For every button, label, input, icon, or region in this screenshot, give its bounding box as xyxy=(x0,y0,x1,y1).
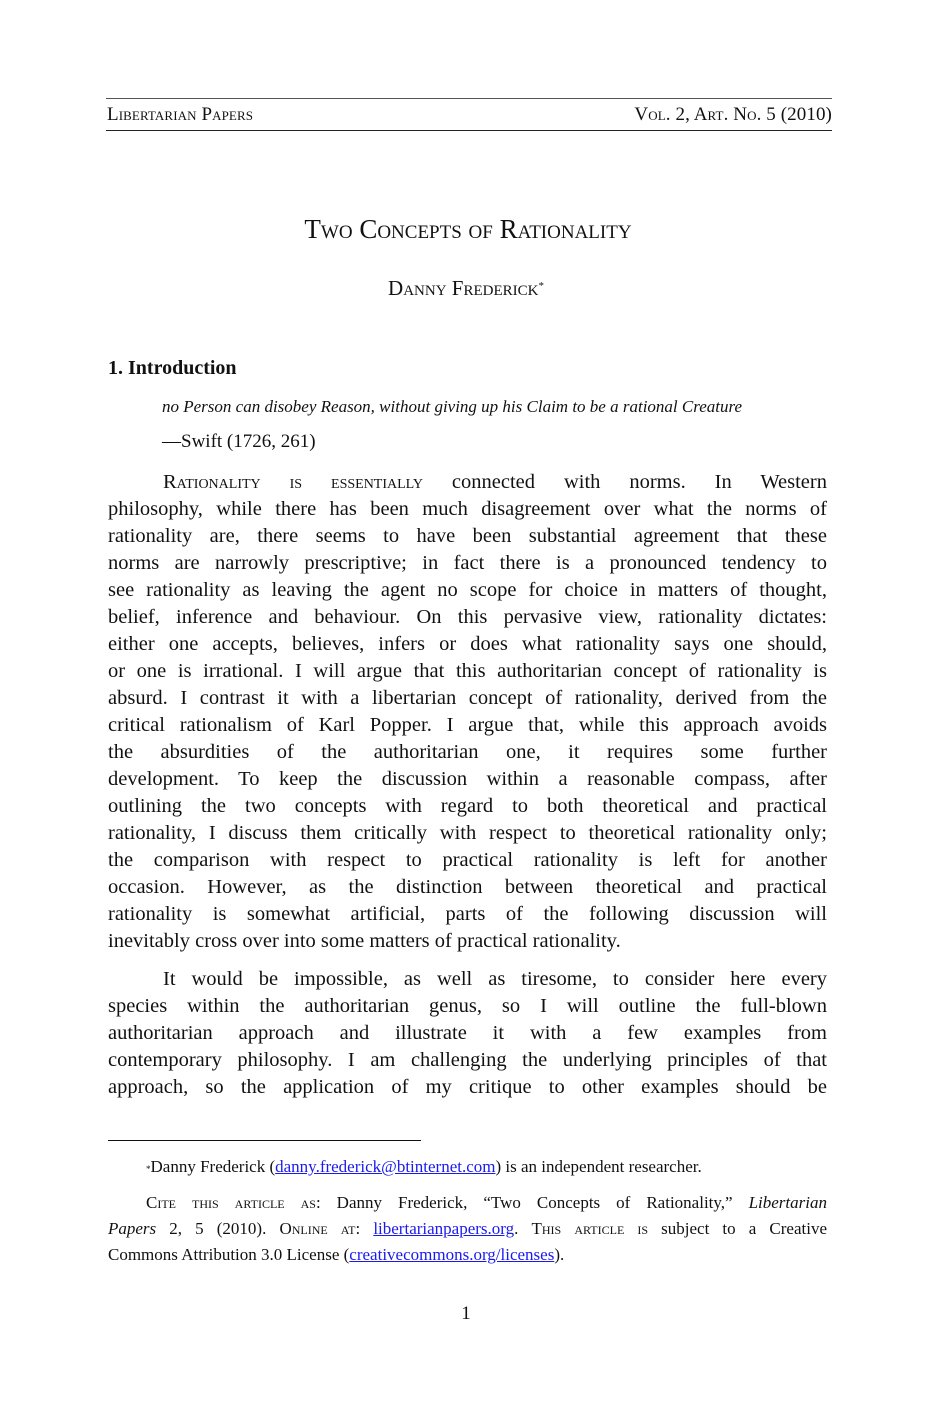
citation-text: 2, 5 (2010). xyxy=(156,1219,280,1238)
running-head-volume: Vol. 2, Art. No. 5 (2010) xyxy=(634,104,832,125)
paragraph-line: the absurdities of the authoritarian one, it requires some further xyxy=(108,741,827,763)
paragraph-line: authoritarian approach and illustrate it with a few examples from xyxy=(108,1022,827,1044)
lead-in-smallcaps: Rationality is essentially xyxy=(163,471,423,493)
line-text: connected with norms. In Western xyxy=(422,471,827,493)
epigraph-source: —Swift (1726, 261) xyxy=(162,431,316,452)
paragraph-line: see rationality as leaving the agent no scope for choice in matters of thought, xyxy=(108,579,827,601)
header-top-rule xyxy=(106,98,832,99)
author-footnote-marker[interactable]: * xyxy=(538,280,544,292)
online-label: Online at: xyxy=(279,1219,361,1238)
paragraph-line: belief, inference and behaviour. On this pervasive view, rationality dictates: xyxy=(108,606,827,628)
journal-name: Papers xyxy=(108,1219,157,1238)
author-email-link[interactable]: danny.frederick@btinternet.com xyxy=(275,1157,496,1176)
footnote-author xyxy=(108,1154,827,1180)
paragraph-line: inevitably cross over into some matters of practical rationality. xyxy=(108,930,621,952)
paragraph-line: either one accepts, believes, infers or does what rationality says one should, xyxy=(108,633,827,655)
article-title xyxy=(0,212,932,246)
article-label: This article is xyxy=(531,1219,649,1238)
paragraph-line: species within the authoritarian genus, so I will outline the full-blown xyxy=(108,995,827,1017)
paragraph-line: contemporary philosophy. I am challenging the underlying principles of that xyxy=(108,1049,827,1071)
citation-text: subject to a Creative xyxy=(648,1219,827,1238)
section-heading: 1. Introduction xyxy=(108,357,237,379)
paragraph-2 xyxy=(108,966,827,1101)
article-title-text: Two Concepts of Rationality xyxy=(304,214,632,244)
paragraph-line: rationality is somewhat artificial, parts of the following discussion will xyxy=(108,903,827,925)
citation-text: ). xyxy=(554,1245,565,1264)
journal-name: Libertarian xyxy=(748,1193,827,1212)
paragraph-line: philosophy, while there has been much disagreement over what the norms of xyxy=(108,498,827,520)
footnote-line xyxy=(108,1216,827,1242)
paragraph-line xyxy=(108,469,827,496)
paragraph-line: rationality, I discuss them critically with respect to theoretical rationality only; xyxy=(108,822,827,844)
paragraph-line: the comparison with respect to practical rationality is left for another xyxy=(108,849,827,871)
paragraph-line: It would be impossible, as well as tiresome, to consider here every xyxy=(163,968,827,990)
cite-label: Cite this article as: xyxy=(146,1193,321,1212)
citation-text: Danny Frederick, “Two Concepts of Rationality,” xyxy=(320,1193,749,1212)
paragraph-line: approach, so the application of my critique to other examples should be xyxy=(108,1076,827,1098)
paragraph-line: or one is irrational. I will argue that this authoritarian concept of rationality is xyxy=(108,660,827,682)
running-head-journal: Libertarian Papers xyxy=(107,104,254,125)
footnote-line xyxy=(108,1190,827,1216)
journal-website-link[interactable]: libertarianpapers.org xyxy=(373,1219,515,1238)
paragraph-line: critical rationalism of Karl Popper. I argue that, while this approach avoids xyxy=(108,714,827,736)
paragraph-line: norms are narrowly prescriptive; in fact there is a pronounced tendency to xyxy=(108,552,827,574)
license-link[interactable]: creativecommons.org/licenses xyxy=(349,1245,555,1264)
footnote-marker: * xyxy=(146,1164,151,1174)
paragraph-line: outlining the two concepts with regard to both theoretical and practical xyxy=(108,795,827,817)
epigraph-quote: no Person can disobey Reason, without giving up his Claim to be a rational Creature xyxy=(162,397,743,416)
footnote-text: Danny Frederick ( xyxy=(150,1157,276,1176)
author-line xyxy=(0,274,932,302)
citation-text: Commons Attribution 3.0 License ( xyxy=(108,1245,350,1264)
paragraph-line: occasion. However, as the distinction between theoretical and practical xyxy=(108,876,827,898)
footnote-citation xyxy=(108,1190,827,1268)
footnote-line xyxy=(108,1242,827,1268)
author-name: Danny Frederick xyxy=(388,276,539,300)
header-bottom-rule xyxy=(106,130,832,131)
footnote-separator xyxy=(108,1140,421,1141)
paragraph-line: absurd. I contrast it with a libertarian concept of rationality, derived from the xyxy=(108,687,827,709)
paragraph-line: rationality are, there seems to have been substantial agreement that these xyxy=(108,525,827,547)
page-number: 1 xyxy=(461,1303,471,1324)
citation-text: . xyxy=(514,1219,532,1238)
footnote-line xyxy=(108,1154,827,1180)
paragraph-1 xyxy=(108,469,827,955)
paragraph-line: development. To keep the discussion within a reasonable compass, after xyxy=(108,768,827,790)
footnote-text: ) is an independent researcher. xyxy=(495,1157,702,1176)
